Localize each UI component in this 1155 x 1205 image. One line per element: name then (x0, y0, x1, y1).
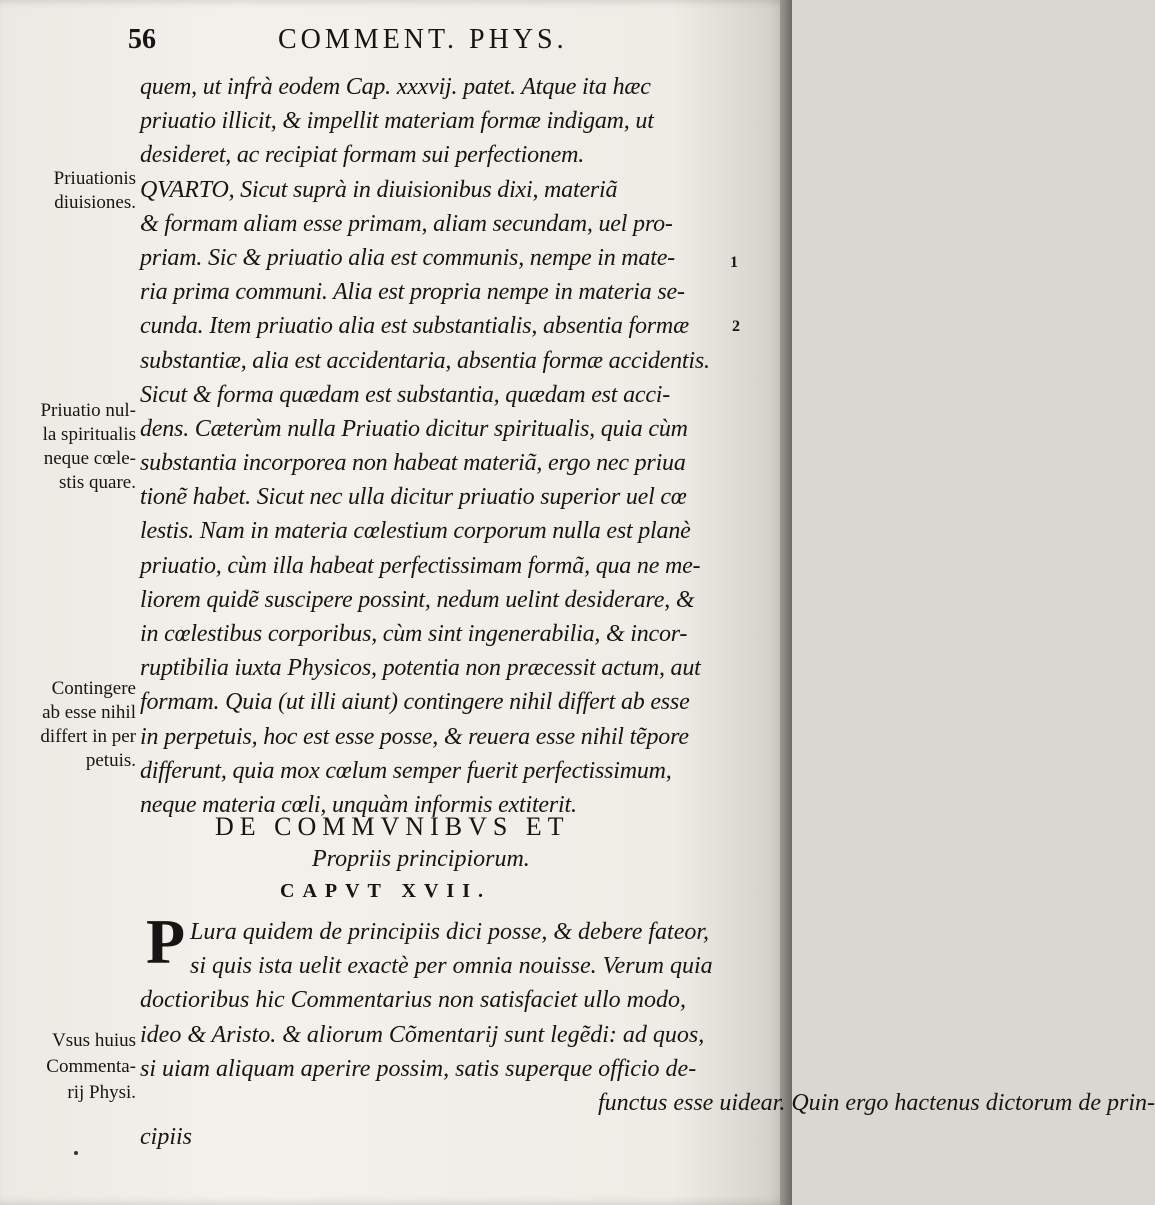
running-title: COMMENT. PHYS. (278, 24, 568, 55)
text-line: priuatio, cùm illa habeat perfectissimam formã, qua ne me- (140, 552, 701, 579)
catchword: cipiis (140, 1124, 192, 1151)
text-line: formam. Quia (ut illi aiunt) contingere nihil differt ab esse (140, 689, 690, 716)
margin-note-line: Priuationis (53, 168, 136, 189)
text-line: doctioribus hic Commentarius non satisfaciet ullo modo, (140, 987, 686, 1014)
margin-note-line: ab esse nihil (42, 702, 136, 723)
text-line: cunda. Item priuatio alia est substantialis, absentia formæ (140, 313, 689, 340)
chapter-label: CAPVT XVII. (280, 880, 491, 902)
page-number: 56 (128, 24, 156, 55)
text-line: ria prima communi. Alia est propria nempe in materia se- (140, 279, 685, 306)
margin-note-contingere (8, 678, 136, 774)
margin-note-line: petuis. (85, 750, 136, 771)
text-line: substantia incorporea non habeat materiã, ergo nec priua (140, 450, 686, 477)
text-line: neque materia cœli, unquàm informis extiterit. (140, 791, 577, 818)
text-line: substantiæ, alia est accidentaria, absentia formæ accidentis. (140, 347, 710, 374)
ink-spot (74, 1151, 78, 1155)
text-line: quem, ut infrà eodem Cap. xxxvij. patet. Atque ita hæc (140, 74, 651, 100)
main-text-block (140, 70, 740, 822)
margin-note-line: neque cœle- (43, 448, 136, 469)
margin-note-priuationis (8, 168, 136, 216)
margin-note-vsus (8, 1030, 136, 1108)
margin-note-line: Vsus huius (52, 1030, 136, 1051)
section-subheading: Propriis principiorum. (312, 846, 530, 872)
margin-note-line: Priuatio nul- (40, 400, 136, 421)
margin-note-line: rij Physi. (67, 1082, 136, 1103)
text-line: si quis ista uelit exactè per omnia nouisse. Verum quia (190, 953, 713, 980)
text-line: differunt, quia mox cœlum semper fuerit perfectissimum, (140, 757, 672, 784)
section-heading: DE COMMVNIBVS ET (215, 812, 570, 841)
text-line: lestis. Nam in materia cœlestium corporum nulla est planè (140, 518, 691, 545)
drop-cap: P (146, 906, 186, 977)
text-line: in perpetuis, hoc est esse posse, & reuera esse nihil tẽpore (140, 723, 689, 750)
text-line: ruptibilia iuxta Physicos, potentia non præcessit actum, aut (140, 655, 701, 682)
text-line: Lura quidem de principiis dici posse, & debere fateor, (190, 919, 710, 945)
text-line: in cœlestibus corporibus, cùm sint ingenerabilia, & incor- (140, 621, 688, 647)
text-line: dens. Cæterùm nulla Priuatio dicitur spiritualis, quia cùm (140, 415, 688, 442)
margin-note-line: Contingere (51, 678, 136, 699)
margin-note-line: la spiritualis (42, 424, 136, 445)
margin-note-priuatio-nulla (8, 400, 136, 496)
margin-note-line: Commenta- (46, 1056, 136, 1077)
text-line: tionẽ habet. Sicut nec ulla dicitur priuatio superior uel cœ (140, 484, 687, 511)
margin-note-line: diuisiones. (54, 192, 136, 213)
text-line: functus esse uidear. Quin ergo hactenus dictorum de prin- (598, 1089, 1155, 1116)
margin-note-line: differt in per (40, 726, 136, 747)
text-line: & formam aliam esse primam, aliam secundam, uel pro- (140, 210, 673, 237)
text-line: si uiam aliquam aperire possim, satis superque officio de- (140, 1055, 697, 1082)
text-line: Sicut & forma quædam est substantia, quædam est acci- (140, 381, 671, 408)
marginal-mark: 1 (730, 254, 738, 271)
text-line: QVARTO, Sicut suprà in diuisionibus dixi, materiã (140, 176, 618, 203)
text-line: liorem quidẽ suscipere possint, nedum uelint desiderare, & (140, 586, 695, 613)
marginal-mark: 2 (732, 318, 740, 335)
chapter-text-block (140, 915, 1155, 1154)
page-edge-shadow (780, 0, 792, 1205)
text-line: priuatio illicit, & impellit materiam formæ indigam, ut (140, 108, 654, 135)
page-header (128, 22, 608, 58)
text-line: ideo & Aristo. & aliorum Cõmentarij sunt legẽdi: ad quos, (140, 1021, 705, 1048)
margin-note-line: stis quare. (58, 472, 136, 493)
text-line: priam. Sic & priuatio alia est communis, nempe in mate- (140, 244, 675, 271)
text-line: desideret, ac recipiat formam sui perfectionem. (140, 142, 585, 169)
